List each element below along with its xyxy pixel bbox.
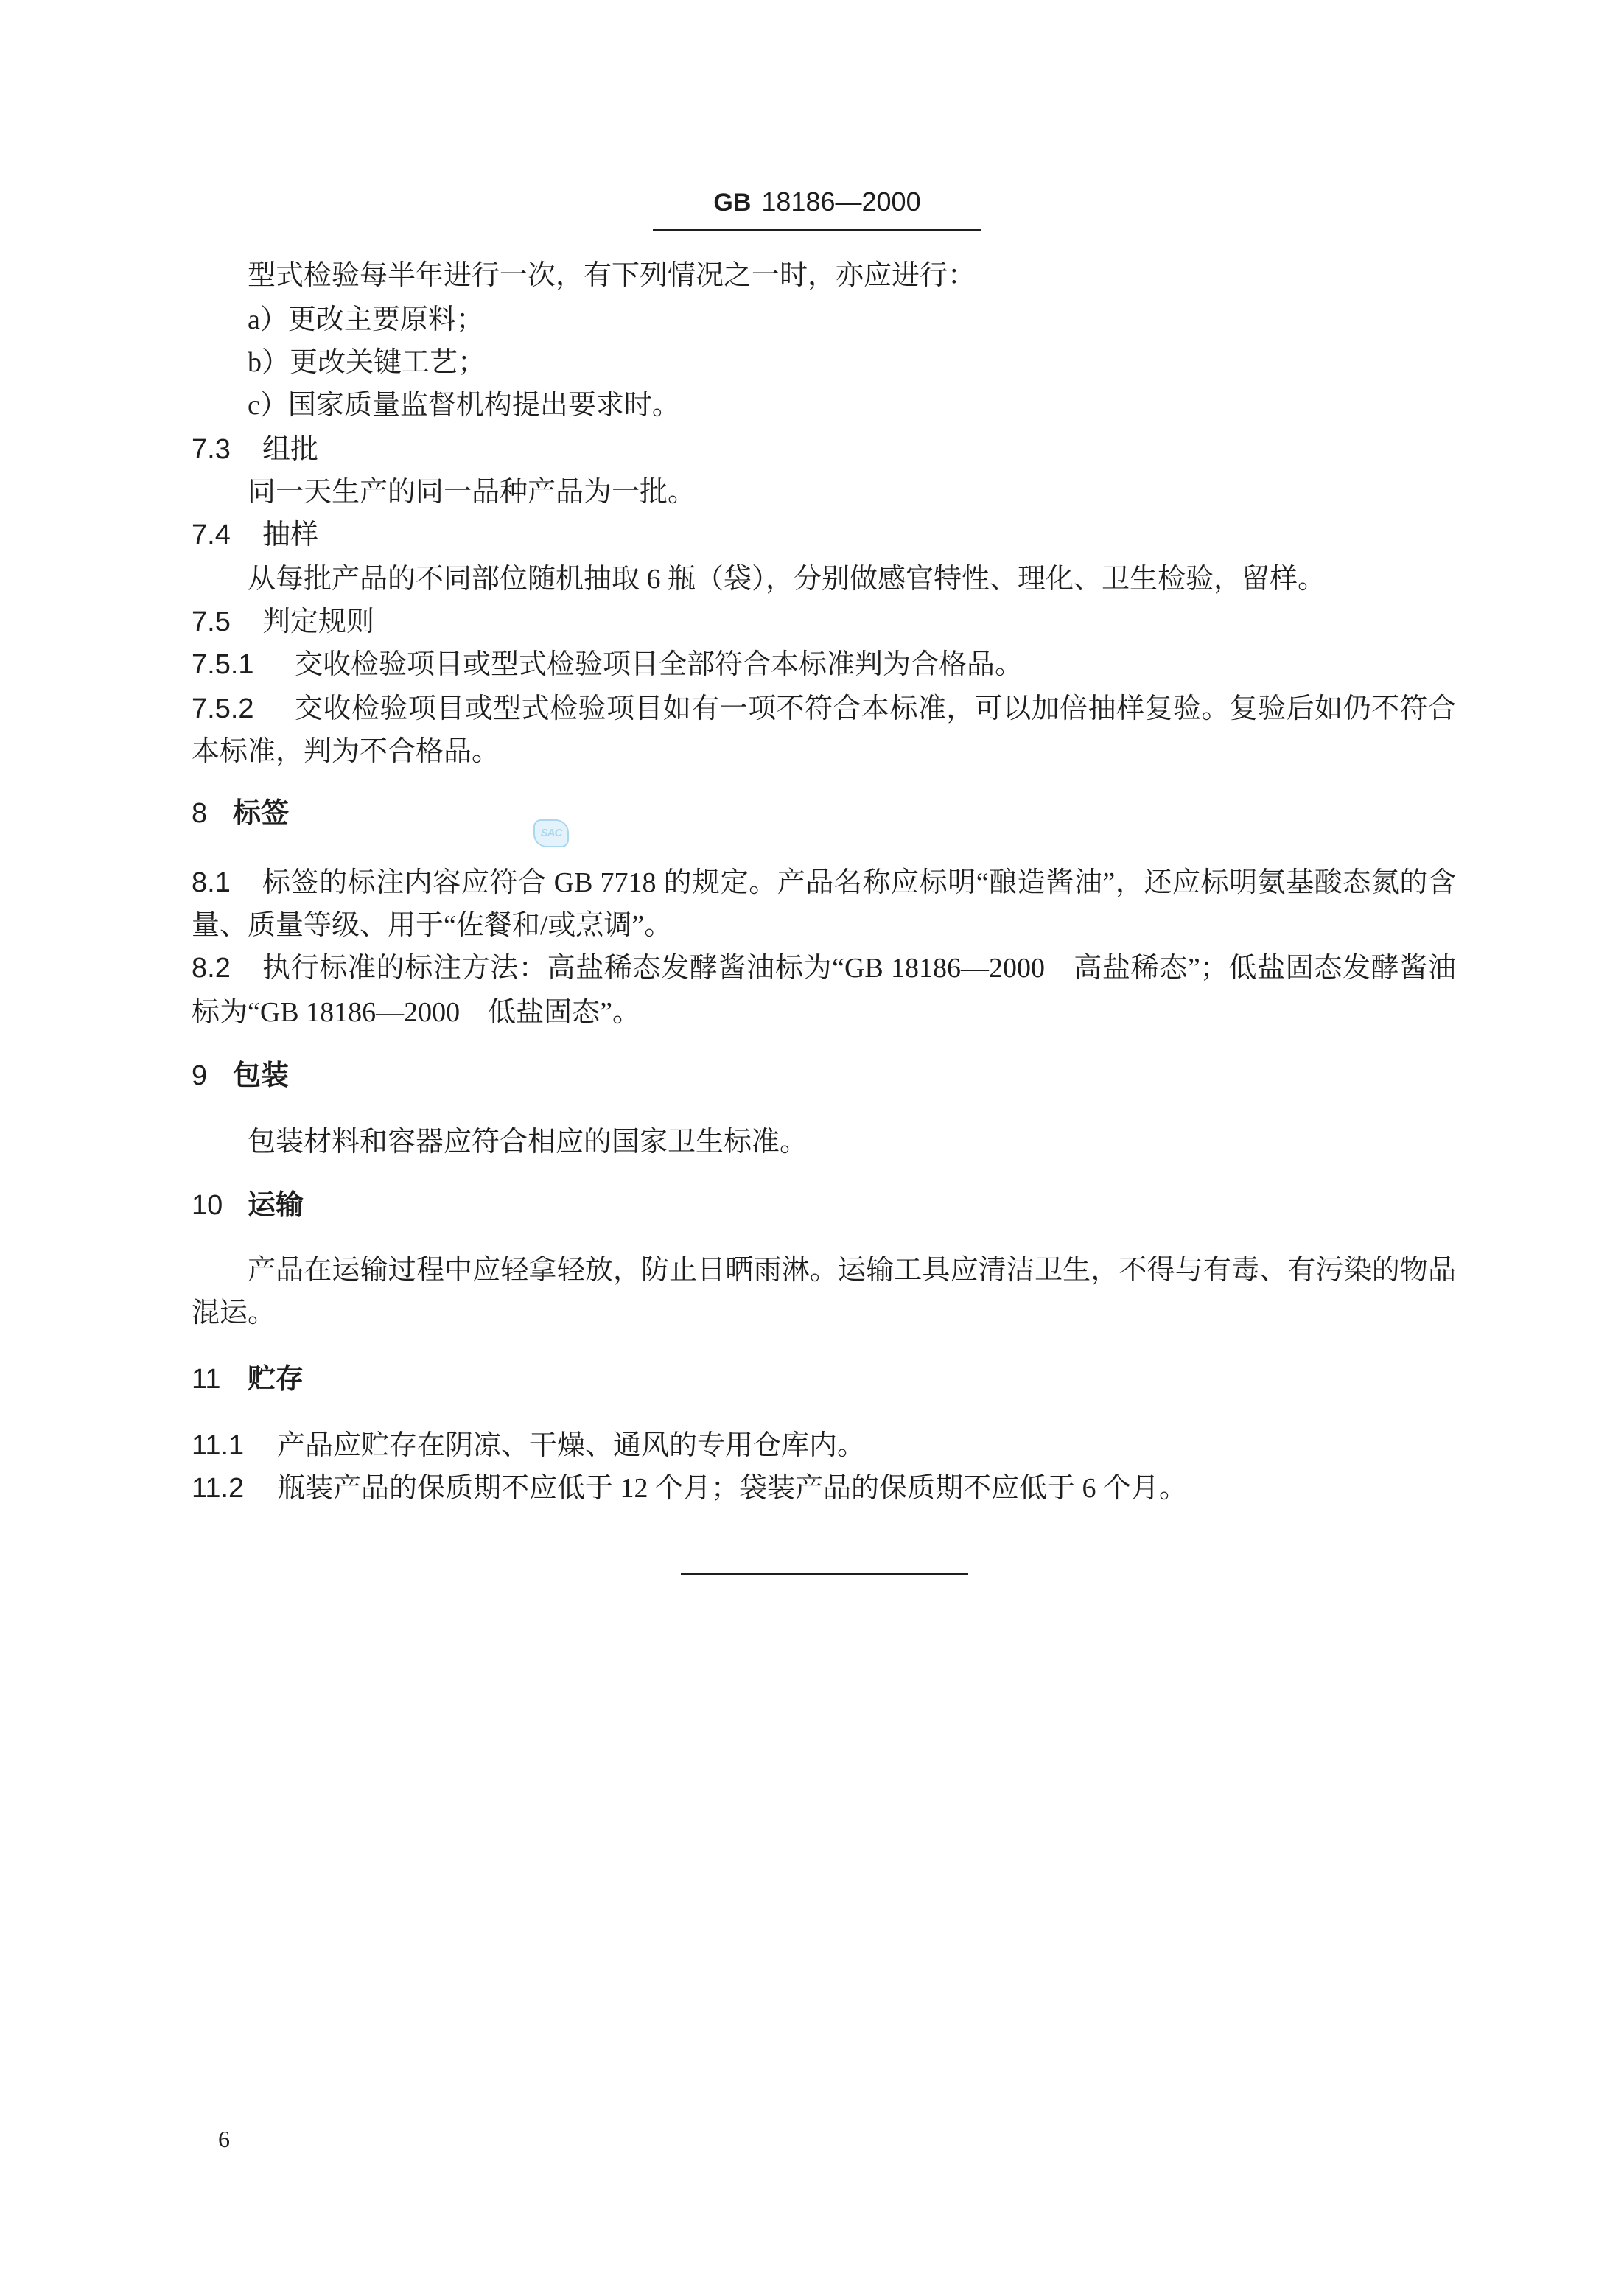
standard-number: 18186—2000 [761,186,921,217]
clause-11-1-number: 11.1 [192,1430,245,1461]
clause-7-5-title: 判定规则 [262,606,375,637]
clause-7-5-number: 7.5 [192,606,231,637]
type-test-item-a: a）更改主要原料； [248,304,484,335]
clause-8-2-number: 8.2 [192,953,231,984]
standard-code: GB [713,189,752,217]
clause-7-4-title: 抽样 [262,519,319,550]
clause-7-5-1-number: 7.5.1 [192,649,254,680]
page-number: 6 [218,2126,230,2152]
section-11-title: 贮存 [248,1364,304,1395]
section-11-number: 11 [192,1364,221,1395]
clause-7-3-text: 同一天生产的同一品种产品为一批。 [248,477,696,508]
clause-7-5-2-line-1: 交收检验项目或型式检验项目如有一项不符合本标准，可以加倍抽样复验。复验后如仍不符合 [295,693,1456,724]
clause-8-1-line-2: 量、质量等级、用于“佐餐和/或烹调”。 [192,910,673,941]
section-10-number: 10 [192,1190,223,1221]
clause-8-2-line-1: 执行标准的标注方法：高盐稀态发酵酱油标为“GB 18186—2000 高盐稀态”；低盐固态发酵酱油 [262,953,1456,984]
type-test-intro: 型式检验每半年进行一次，有下列情况之一时，亦应进行： [248,260,976,291]
clause-7-3-number: 7.3 [192,434,231,465]
clause-11-1-text: 产品应贮存在阴凉、干燥、通风的专用仓库内。 [277,1430,866,1461]
clause-7-5-2-number: 7.5.2 [192,693,254,724]
clause-7-5-2-line-2: 本标准，判为不合格品。 [192,736,500,767]
end-rule [681,1573,968,1575]
section-10-title: 运输 [248,1190,304,1221]
clause-8-1-number: 8.1 [192,867,231,898]
type-test-item-c: c）国家质量监督机构提出要求时。 [248,390,680,421]
clause-11-2-number: 11.2 [192,1473,245,1504]
clause-8-2-line-2: 标为“GB 18186—2000 低盐固态”。 [192,997,641,1028]
section-9-number: 9 [192,1060,208,1091]
type-test-item-b: b）更改关键工艺； [248,347,486,378]
clause-7-4-text: 从每批产品的不同部位随机抽取 6 瓶（袋），分别做感官特性、理化、卫生检验，留样。 [248,564,1326,595]
clause-7-5-1-text: 交收检验项目或型式检验项目全部符合本标准判为合格品。 [295,649,1023,680]
section-10-line-2: 混运。 [192,1298,276,1328]
clause-7-3-title: 组批 [262,434,319,465]
clause-7-4-number: 7.4 [192,519,231,550]
clause-8-1-line-1: 标签的标注内容应符合 GB 7718 的规定。产品名称应标明“酿造酱油”，还应标明氨基酸态氮的含 [262,867,1456,898]
section-9-text: 包装材料和容器应符合相应的国家卫生标准。 [248,1127,808,1158]
sac-logo-watermark: SAC [533,819,569,847]
section-8-number: 8 [192,798,208,829]
clause-11-2-text: 瓶装产品的保质期不应低于 12 个月；袋装产品的保质期不应低于 6 个月。 [277,1473,1188,1504]
section-10-line-1: 产品在运输过程中应轻拿轻放，防止日晒雨淋。运输工具应清洁卫生，不得与有毒、有污染的物品 [248,1255,1456,1286]
section-8-title: 标签 [233,798,290,829]
section-9-title: 包装 [233,1060,290,1091]
page-header [653,186,981,217]
header-rule [653,229,981,231]
